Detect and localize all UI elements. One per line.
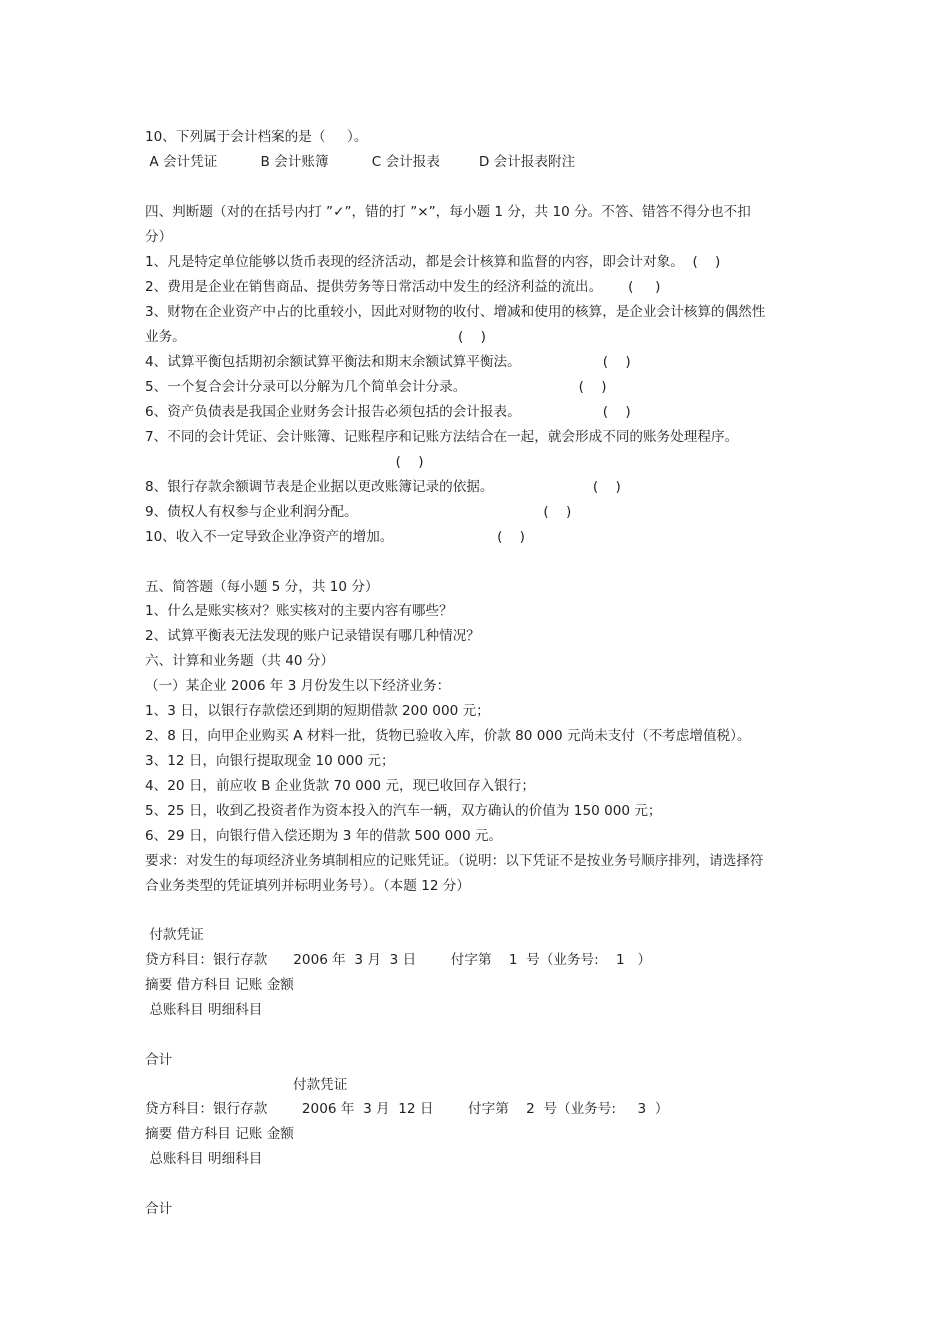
voucher-2-total: 合计 <box>145 1201 173 1217</box>
voucher-2-header: 摘要 借方科目 记账 金额 <box>145 1126 294 1142</box>
judgment-item: 5、一个复合会计分录可以分解为几个简单会计分录。 ( ) <box>145 379 607 395</box>
business-item: 1、3 日，以银行存款偿还到期的短期借款 200 000 元； <box>145 703 490 719</box>
voucher-2-credit-line: 贷方科目：银行存款 2006 年 3 月 12 日 付字第 2 号（业务号: 3 ） <box>145 1101 669 1117</box>
judgment-item: 10、收入不一定导致企业净资产的增加。 ( ) <box>145 529 525 545</box>
short-answer-item: 1、什么是账实核对？账实核对的主要内容有哪些？ <box>145 603 453 619</box>
business-item: 5、25 日，收到乙投资者作为资本投入的汽车一辆，双方确认的价值为 150 000 元； <box>145 803 662 819</box>
judgment-item: 8、银行存款余额调节表是企业据以更改账簿记录的依据。 ( ) <box>145 479 621 495</box>
judgment-item: 6、资产负债表是我国企业财务会计报告必须包括的会计报表。 ( ) <box>145 404 631 420</box>
voucher-2-title: 付款凭证 <box>293 1077 348 1093</box>
voucher-1-subheader: 总账科目 明细科目 <box>145 1002 263 1018</box>
judgment-item-continued: 业务。 ( ) <box>145 329 486 345</box>
voucher-1-title: 付款凭证 <box>145 927 204 943</box>
judgment-item: 1、凡是特定单位能够以货币表现的经济活动，都是会计核算和监督的内容，即会计对象。 ( ) <box>145 254 721 270</box>
business-item: 4、20 日，前应收 B 企业货款 70 000 元，现已收回存入银行； <box>145 778 535 794</box>
voucher-1-total: 合计 <box>145 1052 173 1068</box>
business-item: 6、29 日，向银行借入偿还期为 3 年的借款 500 000 元。 <box>145 828 503 844</box>
section-6-title: 六、计算和业务题（共 40 分） <box>145 653 335 669</box>
question-10-stem: 10、下列属于会计档案的是（ ）。 <box>145 129 368 145</box>
voucher-1-header: 摘要 借方科目 记账 金额 <box>145 977 294 993</box>
section-6-intro: （一）某企业 2006 年 3 月份发生以下经济业务： <box>145 678 451 694</box>
judgment-item: 2、费用是企业在销售商品、提供劳务等日常活动中发生的经济利益的流出。 ( ) <box>145 279 661 295</box>
business-item: 3、12 日，向银行提取现金 10 000 元； <box>145 753 395 769</box>
judgment-item: 7、不同的会计凭证、会计账簿、记账程序和记账方法结合在一起，就会形成不同的账务处理程序。 <box>145 429 739 445</box>
judgment-item: 3、财物在企业资产中占的比重较小，因此对财物的收付、增减和使用的核算，是企业会计核算的偶然性 <box>145 304 766 320</box>
judgment-item-continued: ( ) <box>145 454 424 470</box>
requirement-text: 要求：对发生的每项经济业务填制相应的记账凭证。（说明：以下凭证不是按业务号顺序排列，请选择符 <box>145 853 764 869</box>
business-item: 2、8 日，向甲企业购买 A 材料一批，货物已验收入库，价款 80 000 元尚未支付（不考虑增值税）。 <box>145 728 751 744</box>
voucher-1-credit-line: 贷方科目：银行存款 2006 年 3 月 3 日 付字第 1 号（业务号: 1 ） <box>145 952 652 968</box>
section-4-title-continued: 分） <box>145 229 173 245</box>
section-5-title: 五、简答题（每小题 5 分，共 10 分） <box>145 579 379 595</box>
judgment-item: 9、债权人有权参与企业利润分配。 ( ) <box>145 504 572 520</box>
judgment-item: 4、试算平衡包括期初余额试算平衡法和期末余额试算平衡法。 ( ) <box>145 354 631 370</box>
voucher-2-subheader: 总账科目 明细科目 <box>145 1151 263 1167</box>
section-4-title: 四、判断题（对的在括号内打 ”✓”，错的打 ”×”，每小题 1 分，共 10 分。不答、错答不得分也不扣 <box>145 204 751 220</box>
requirement-text-continued: 合业务类型的凭证填列并标明业务号）。（本题 12 分） <box>145 878 470 894</box>
short-answer-item: 2、试算平衡表无法发现的账户记录错误有哪几种情况？ <box>145 628 480 644</box>
question-10-options: A 会计凭证 B 会计账簿 C 会计报表 D 会计报表附注 <box>145 154 576 170</box>
